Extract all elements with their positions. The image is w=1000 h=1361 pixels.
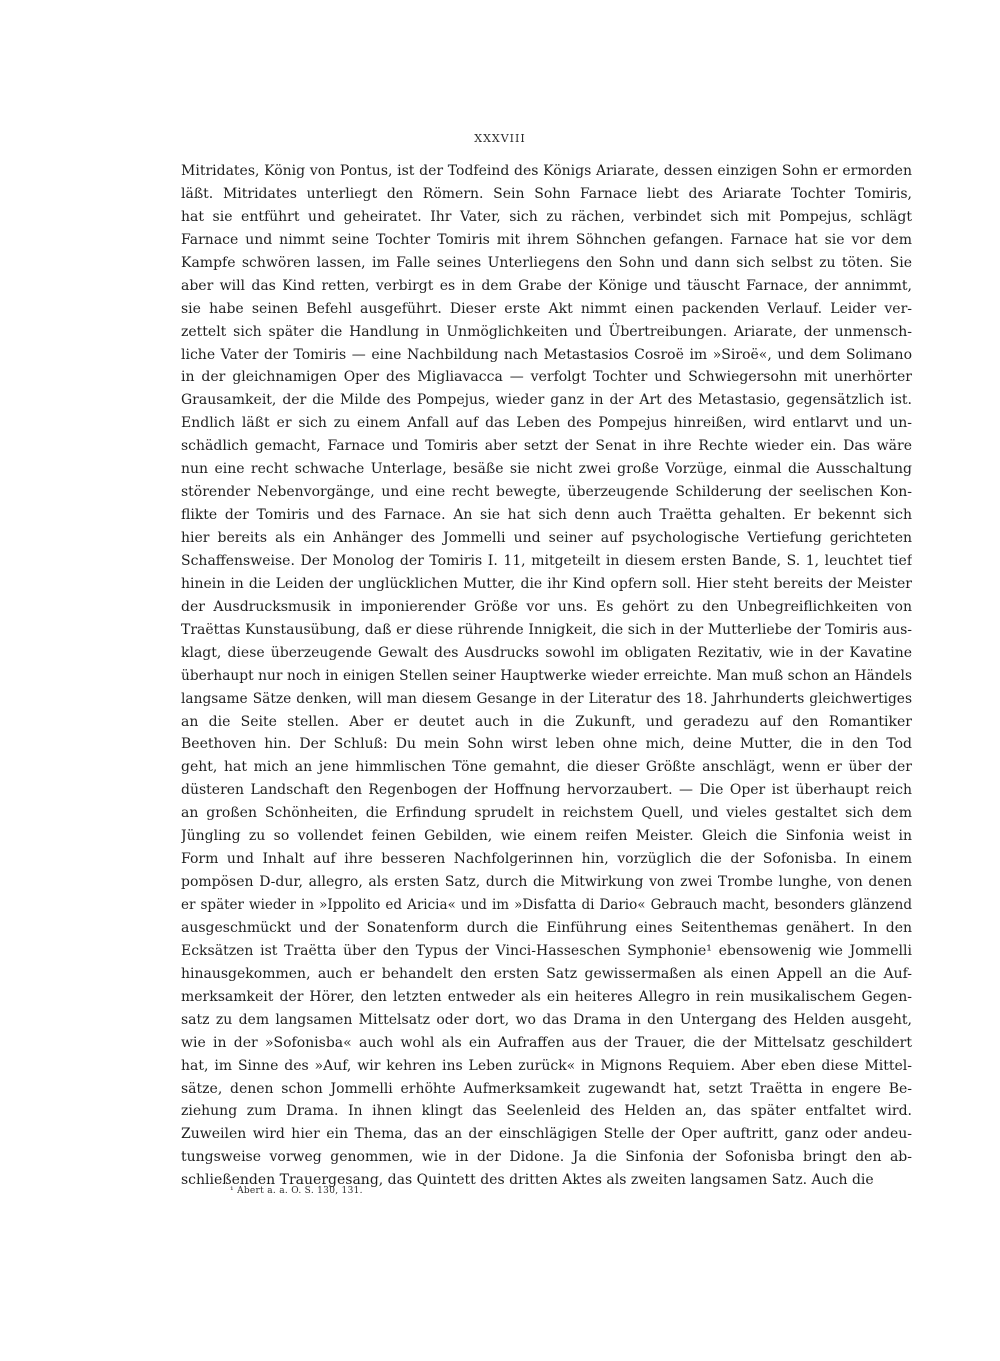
text-line: hinein in die Leiden der unglücklichen Mutter, die ihr Kind opfern soll. Hier steht bereits der Meister [181, 575, 912, 592]
text-line: Jüngling zu so vollendet feinen Gebilden, wie einem reifen Meister. Gleich die Sinfonia weist in [181, 828, 912, 845]
text-line: sätze, denen schon Jommelli erhöhte Aufmerksamkeit zugewandt hat, setzt Traëtta in engere Be- [181, 1080, 912, 1097]
text-line: zettelt sich später die Handlung in Unmöglichkeiten und Übertreibungen. Ariarate, der unmensch- [181, 323, 912, 340]
text-line: läßt. Mitridates unterliegt den Römern. Sein Sohn Farnace liebt des Ariarate Tochter Tomiris, [181, 185, 912, 202]
text-line: tungsweise vorweg genommen, wie in der Didone. Ja die Sinfonia der Sofonisba bringt den ab- [181, 1149, 912, 1166]
text-line: Farnace und nimmt seine Tochter Tomiris mit ihrem Söhnchen gefangen. Farnace hat sie vor dem [181, 231, 912, 248]
text-line: Mitridates, König von Pontus, ist der Todfeind des Königs Ariarate, dessen einzigen Sohn er ermorden [181, 163, 912, 179]
text-line: an die Seite stellen. Aber er deutet auch in die Zukunft, und geradezu auf den Romantiker [181, 713, 912, 730]
text-line: ausgeschmückt und der Sonatenform durch die Einführung eines Seitenthemas genähert. In den [181, 919, 912, 936]
text-line: pompösen D-dur, allegro, als ersten Satz, durch die Mitwirkung von zwei Trombe lunghe, von denen [181, 874, 912, 891]
footnote: ¹ Abert a. a. O. S. 130, 131. [230, 1186, 363, 1196]
text-line: satz zu dem langsamen Mittelsatz oder dort, wo das Drama in den Untergang des Helden ausgeht, [181, 1011, 912, 1028]
text-line: langsame Sätze denken, will man diesem Gesange in der Literatur des 18. Jahrhunderts gleichwertiges [181, 690, 912, 707]
text-line: Traëttas Kunstausübung, daß er diese rührende Innigkeit, die sich in der Mutterliebe der Tomiris aus- [181, 621, 912, 638]
text-line: überhaupt nur noch in einigen Stellen seiner Hauptwerke wieder erreichte. Man muß schon an Händels [181, 667, 912, 684]
text-line: störender Nebenvorgänge, und eine recht bewegte, überzeugende Schilderung der seelischen Kon- [181, 484, 912, 501]
page-number: XXXVIII [474, 132, 526, 145]
text-line: an großen Schönheiten, die Erfindung sprudelt in reichstem Quell, und vieles gestaltet sich dem [181, 805, 912, 822]
text-line: wie in der »Sofonisba« auch wohl als ein Aufraffen aus der Trauer, die der Mittelsatz geschildert [181, 1034, 912, 1051]
text-line: er später wieder in »Ippolito ed Aricia« und im »Disfatta di Dario« Gebrauch macht, besonders glänzend [181, 897, 912, 913]
text-line: Beethoven hin. Der Schluß: Du mein Sohn wirst leben ohne mich, deine Mutter, die in den Tod [181, 736, 912, 753]
text-line: Form und Inhalt auf ihre besseren Nachfolgerinnen hin, vorzüglich die der Sofonisba. In einem [181, 851, 912, 868]
text-line: klagt, diese überzeugende Gewalt des Ausdrucks sowohl im obligaten Rezitativ, wie in der Kavatine [181, 644, 912, 661]
text-line: in der gleichnamigen Oper des Migliavacca — verfolgt Tochter und Schwiegersohn mit unerhörter [181, 369, 912, 386]
text-line: Ecksätzen ist Traëtta über den Typus der Vinci-Hasseschen Symphonie¹ ebensowenig wie Jommelli [181, 942, 912, 959]
text-line: hat, im Sinne des »Auf, wir kehren ins Leben zurück« in Mignons Requiem. Aber eben diese Mittel- [181, 1057, 912, 1074]
text-line: nun eine recht schwache Unterlage, besäße sie nicht zwei große Vorzüge, einmal die Ausschaltung [181, 461, 912, 478]
text-line: hat sie entführt und geheiratet. Ihr Vater, sich zu rächen, verbindet sich mit Pompejus, schlägt [181, 208, 912, 225]
text-line: der Ausdrucksmusik in imponierender Größe vor uns. Es gehört zu den Unbegreiflichkeiten von [181, 598, 912, 615]
text-line: hier bereits als ein Anhänger des Jommelli und seiner auf psychologische Vertiefung gerichteten [181, 530, 912, 546]
text-line: Kampfe schwören lassen, im Falle seines Unterliegens den Sohn und dann sich selbst zu töten. Sie [181, 254, 912, 271]
text-line: schließenden Trauergesang, das Quintett des dritten Aktes als zweiten langsamen Satz. Auch die [181, 1172, 874, 1189]
text-line: ziehung zum Drama. In ihnen klingt das Seelenleid des Helden an, das später entfaltet wird. [181, 1103, 912, 1120]
text-line: düsteren Landschaft den Regenbogen der Hoffnung hervorzaubert. — Die Oper ist überhaupt reich [181, 782, 912, 799]
text-line: aber will das Kind retten, verbirgt es in dem Grabe der Könige und täuscht Farnace, der annimmt, [181, 277, 912, 294]
text-line: Endlich läßt er sich zu einem Anfall auf das Leben des Pompejus hinreißen, wird entlarvt und un- [181, 415, 912, 432]
text-line: liche Vater der Tomiris — eine Nachbildung nach Metastasios Cosroë im »Siroë«, und dem Solimano [181, 346, 912, 363]
text-line: sie habe seinen Befehl ausgeführt. Dieser erste Akt nimmt einen packenden Verlauf. Leider ver- [181, 300, 912, 317]
text-line: Schaffensweise. Der Monolog der Tomiris I. 11, mitgeteilt in diesem ersten Bande, S. 1, leuchtet tief [181, 552, 912, 569]
text-line: merksamkeit der Hörer, den letzten entweder als ein heiteres Allegro in rein musikalischem Gegen- [181, 988, 912, 1005]
text-line: Zuweilen wird hier ein Thema, das an der einschlägigen Stelle der Oper auftritt, ganz oder andeu- [181, 1126, 912, 1143]
text-line: Grausamkeit, der die Milde des Pompejus, wieder ganz in der Art des Metastasio, gegensätzlich ist. [181, 392, 912, 409]
text-line: flikte der Tomiris und des Farnace. An sie hat sich denn auch Traëtta gehalten. Er bekennt sich [181, 507, 912, 524]
text-line: hinausgekommen, auch er behandelt den ersten Satz gewissermaßen als einen Appell an die Auf- [181, 965, 912, 982]
text-line: schädlich gemacht, Farnace und Tomiris aber setzt der Senat in ihre Rechte wieder ein. Das wäre [181, 438, 912, 455]
text-line: geht, hat mich an jene himmlischen Töne gemahnt, die dieser Größte anschlägt, wenn er über der [181, 759, 912, 776]
body-text [181, 160, 912, 1192]
